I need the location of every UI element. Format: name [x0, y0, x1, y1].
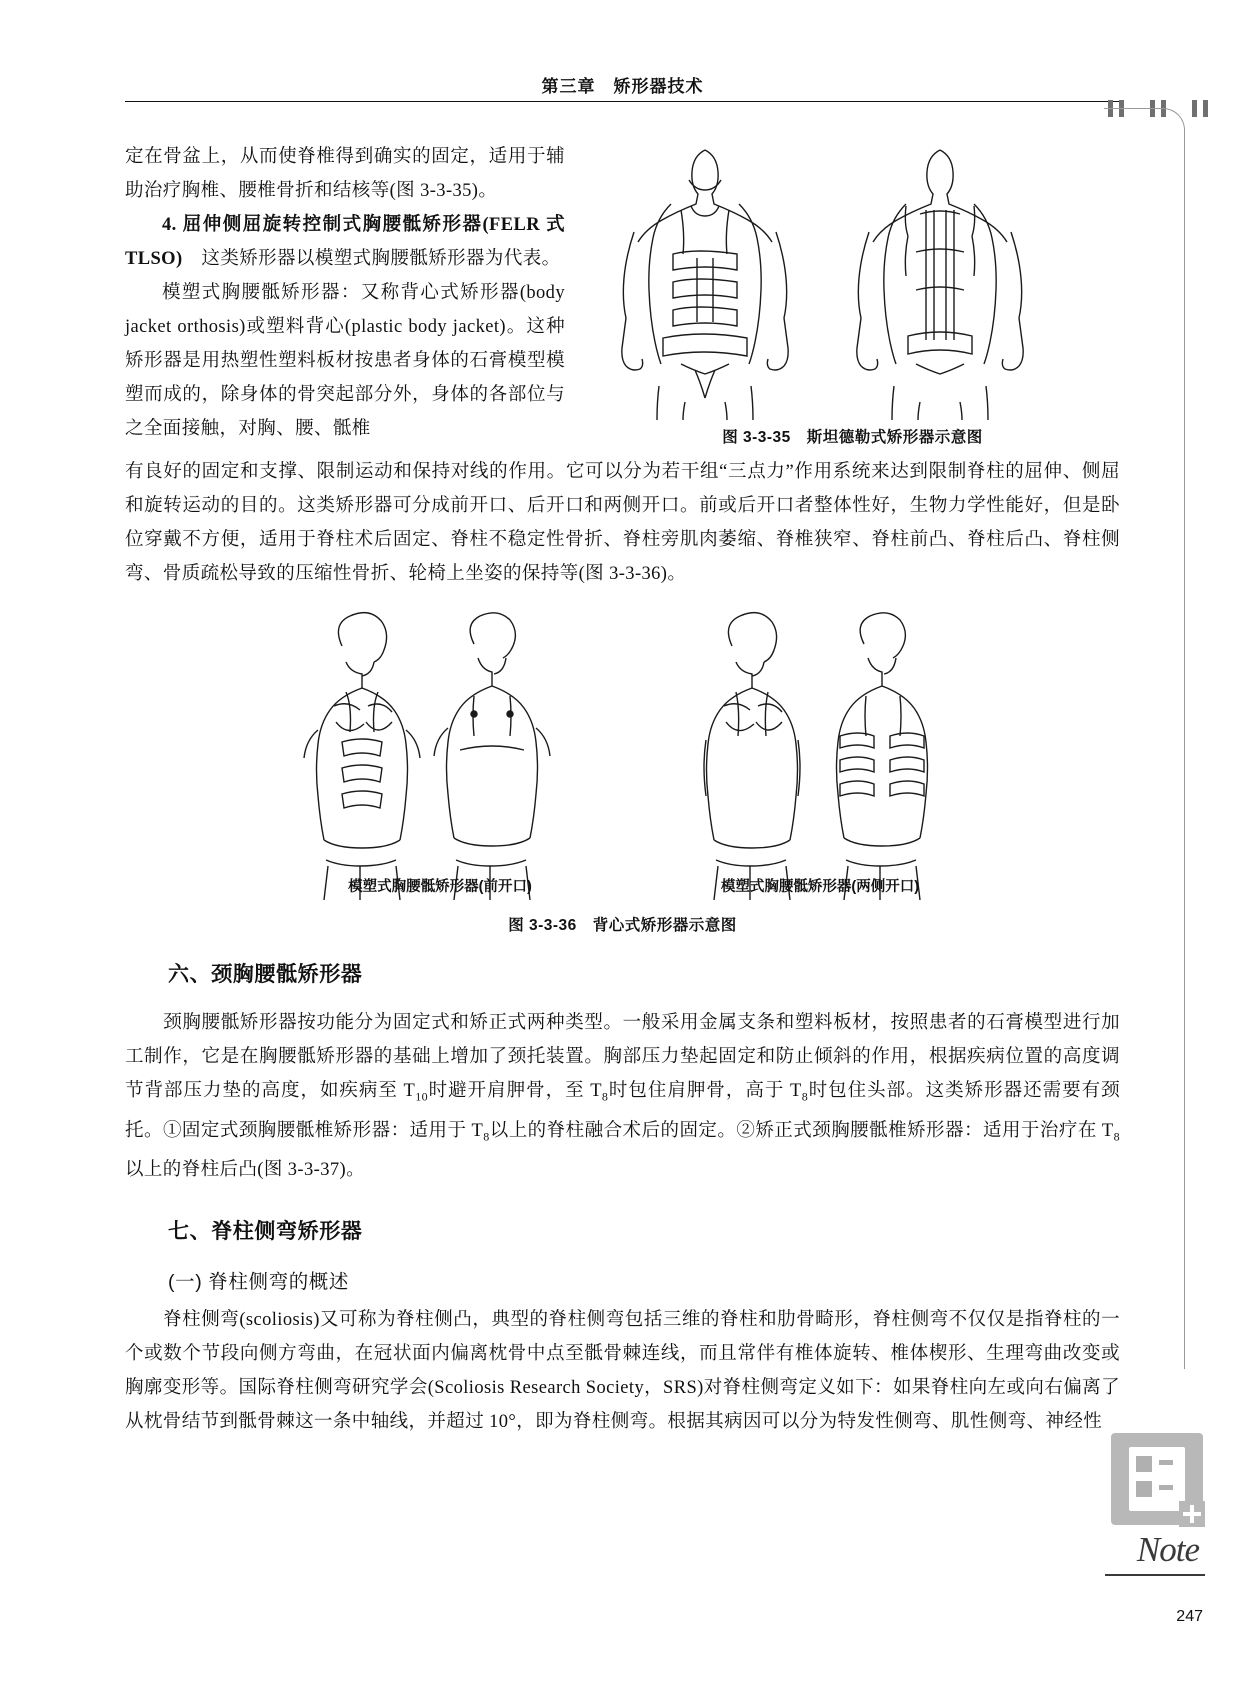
figure-3-3-36-labels	[250, 875, 1010, 896]
wide-paragraph: 有良好的固定和支撑、限制运动和保持对线的作用。它可以分为若干组“三点力”作用系统来达到限制脊柱的屈伸、侧屈和旋转运动的目的。这类矫形器可分成前开口、后开口和两侧开口。前或后开口者整体性好，生物力学性能好，但是卧位穿戴不方便，适用于脊柱术后固定、脊柱不稳定性骨折、脊柱旁肌肉萎缩、脊椎狭窄、脊柱前凸、脊柱后凸、脊柱侧弯、骨质疏松导致的压缩性骨折、轮椅上坐姿的保持等(图 3-3-36)。	[125, 462, 1120, 584]
figure-3-3-36-label-left: 模塑式胸腰骶矫形器(前开口)	[348, 879, 532, 895]
paragraph-2-rest: 这类矫形器以模塑式胸腰骶矫形器为代表。	[182, 249, 561, 269]
figure-3-3-35-image	[585, 140, 1120, 420]
left-column-text	[125, 140, 565, 446]
note-icon	[1111, 1433, 1203, 1525]
s6-t5: 8	[801, 1089, 809, 1104]
figure-3-3-36-label-right: 模塑式胸腰骶矫形器(两侧开口)	[720, 879, 920, 895]
plus-icon	[1179, 1501, 1205, 1527]
body-jacket-front-open-female	[304, 613, 420, 900]
s6-t4: 时包住肩胛骨，高于 T	[608, 1081, 802, 1101]
section-6-body	[125, 1006, 1120, 1187]
paragraph-1: 定在骨盆上，从而使脊椎得到确实的固定，适用于辅助治疗胸椎、腰椎骨折和结核等(图 3-3-35)。	[125, 147, 565, 201]
body-jacket-side-open-male-back	[837, 613, 928, 900]
body-jacket-front-open-male-back	[434, 613, 550, 900]
figure-3-3-35-caption: 图 3-3-35 斯坦德勒式矫形器示意图	[722, 429, 983, 446]
paragraph-2	[125, 208, 565, 276]
stendler-front-view	[622, 150, 788, 420]
section-7-subheading: (一) 脊柱侧弯的概述	[168, 1271, 350, 1293]
paragraph-2-bold: 4. 屈伸侧屈旋转控制式胸腰骶矫形器(FELR 式 TLSO)	[125, 215, 565, 269]
section-heading-6: 六、颈胸腰骶矫形器	[168, 963, 363, 986]
s6-t0: 颈胸腰骶矫形器按功能分为固定式和矫正式两种类型。一般采用金属支条和塑料板材，按照患者的石膏模型进行加工制作，它是在胸腰骶矫形器的基础上增加了颈托装置。胸部压力垫起固定和防止倾斜的作用，根据疾病位置的高度调节背部压力垫的高度，如疾病至 T	[125, 1013, 1120, 1101]
s6-t6: 时包住头部。这类矫形器还需要有颈托。①固定式颈胸腰骶椎矫形器：适用于 T	[125, 1081, 1120, 1141]
header-rule	[125, 101, 1120, 102]
body-jacket-side-open-female	[704, 613, 800, 900]
figure-3-3-36-caption: 图 3-3-36 背心式矫形器示意图	[508, 917, 737, 934]
s6-t9: 8	[1113, 1129, 1120, 1144]
stendler-back-view	[857, 150, 1023, 420]
section-heading-7: 七、脊柱侧弯矫形器	[168, 1220, 363, 1243]
page-number: 247	[1176, 1608, 1203, 1625]
s6-t1: 10	[415, 1089, 429, 1104]
page-header: 第三章 矫形器技术	[541, 77, 704, 96]
section-7-body: 脊柱侧弯(scoliosis)又可称为脊柱侧凸，典型的脊柱侧弯包括三维的脊柱和肋骨畸形，脊柱侧弯不仅仅是指脊柱的一个或数个节段向侧方弯曲，在冠状面内偏离枕骨中点至骶骨棘连线，而且常伴有椎体旋转、椎体楔形、生理弯曲改变或胸廓变形等。国际脊柱侧弯研究学会(Scoliosis Research Society，SRS)对脊柱侧弯定义如下：如果脊柱向左或向右偏离了从枕骨结节到骶骨棘这一条中轴线，并超过 10°，即为脊柱侧弯。根据其病因可以分为特发性侧弯、肌性侧弯、神经性	[125, 1310, 1120, 1432]
paragraph-3: 模塑式胸腰骶矫形器：又称背心式矫形器(body jacket orthosis)或塑料背心(plastic body jacket)。这种矫形器是用热塑性塑料板材按患者身体的石膏模型模塑而成的，除身体的骨突起部分外，身体的各部位与之全面接触，对胸、腰、骶椎	[125, 283, 565, 439]
s6-t3: 8	[601, 1089, 609, 1104]
s6-t7: 8	[483, 1129, 490, 1144]
s6-t10: 以上的脊柱后凸(图 3-3-37)。	[125, 1160, 365, 1181]
figure-3-3-36-image	[250, 610, 1010, 900]
s6-t8: 以上的脊柱融合术后的固定。②矫正式颈胸腰骶椎矫形器：适用于治疗在 T	[489, 1120, 1114, 1141]
s6-t2: 时避开肩胛骨，至 T	[428, 1081, 602, 1101]
note-underline	[1105, 1574, 1205, 1576]
note-label: Note	[1136, 1530, 1199, 1569]
